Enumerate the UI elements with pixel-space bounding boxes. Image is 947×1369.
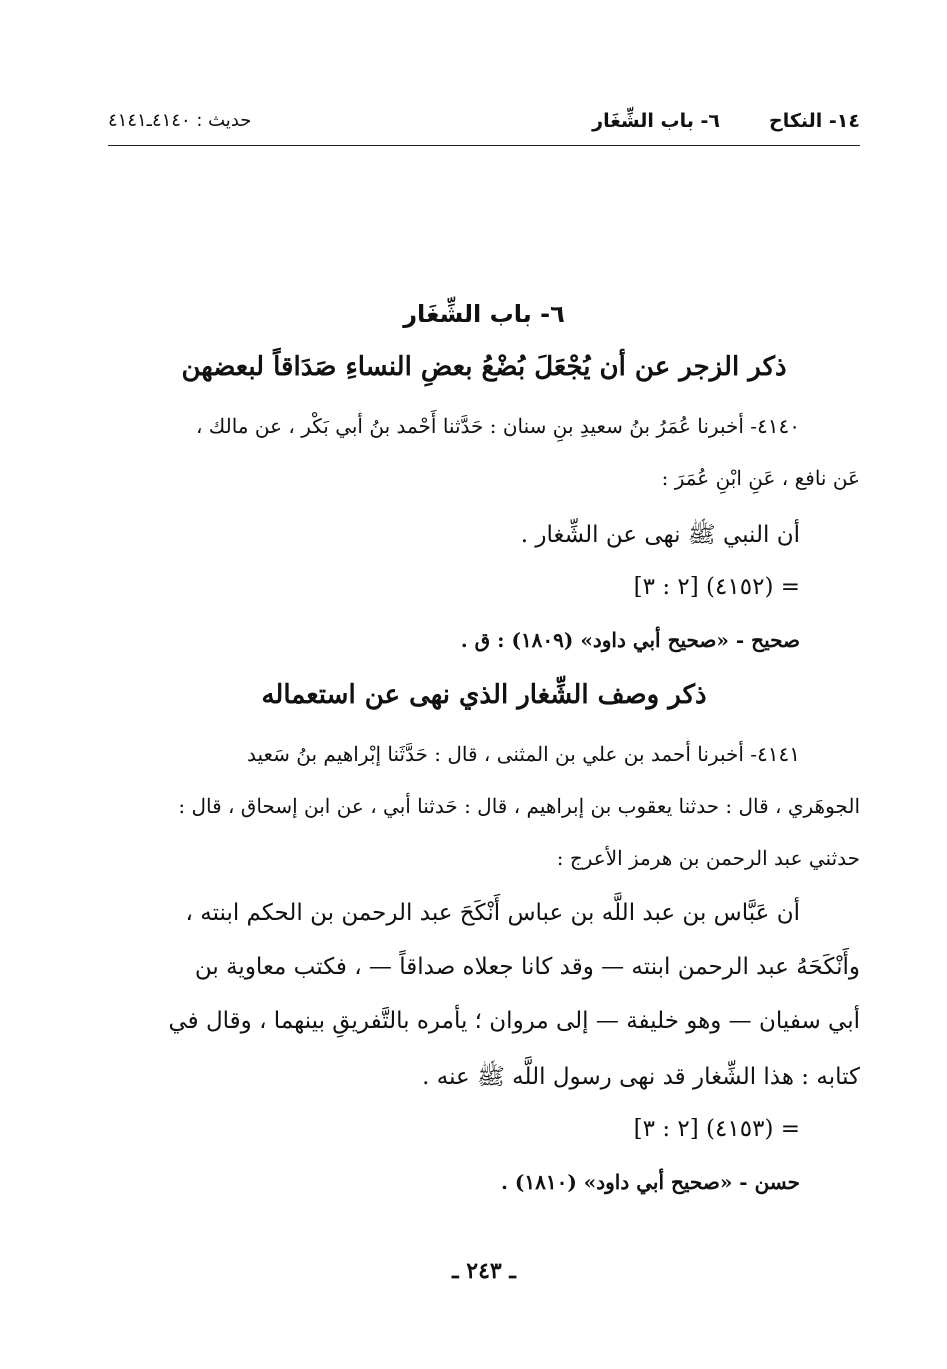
hadith-4141-matn-line3: أبي سفيان — وهو خليفة — إلى مروان ؛ يأمره بالتَّفريقِ بينهما ، وقال في (168, 1008, 860, 1034)
header-hadith-range: حديث : ٤١٤٠ـ٤١٤١ (108, 110, 252, 131)
running-header (108, 106, 860, 142)
hadith-4140-isnad-line1: ٤١٤٠- أخبرنا عُمَرُ بنُ سعيدِ بنِ سنان : حَدَّثنا أَحْمد بنُ أبي بَكْر ، عن مالك ، (195, 414, 800, 438)
hadith-4141-matn-line4: كتابه : هذا الشِّغار قد نهى رسول اللَّه ﷺ عنه . (422, 1064, 860, 1090)
grade-source: - «صحيح أبي داود» (١٨١٠) . (500, 1170, 755, 1194)
header-chapter-title: ٦- باب الشِّغَار (592, 110, 720, 132)
hadith-4141-matn-line1: أن عَبَّاس بن عبد اللَّه بن عباس أَنْكَحَ عبد الرحمن بن الحكم ابنته ، (185, 900, 800, 926)
header-divider (108, 145, 860, 146)
page-number: ـ ٢٤٣ ـ (452, 1258, 516, 1284)
hadith-4141-reference: = (٤١٥٣) [٢ : ٣] (633, 1116, 800, 1142)
grade-label: حسن (754, 1170, 800, 1194)
grade-source: - «صحيح أبي داود» (١٨٠٩) : ق . (460, 628, 752, 652)
grade-label: صحيح (751, 628, 800, 652)
hadith-4141-isnad-line2: الجوهَري ، قال : حدثنا يعقوب بن إبراهيم ، قال : حَدثنا أبي ، عن ابن إسحاق ، قال : (178, 794, 860, 818)
section1-heading: ذكر الزجر عن أن يُجْعَلَ بُضْعُ بعضِ النساءِ صَدَاقاً لبعضهن (181, 352, 787, 382)
hadith-4140-reference: = (٤١٥٢) [٢ : ٣] (633, 574, 800, 600)
header-book-title: ١٤- النكاح (769, 110, 860, 132)
hadith-4140-grade (108, 628, 860, 652)
hadith-4140-matn: أن النبي ﷺ نهى عن الشِّغار . (520, 522, 800, 548)
hadith-4140-isnad-line2: عَن نافع ، عَنِ ابْنِ عُمَرَ : (661, 466, 860, 490)
chapter-title: ٦- باب الشِّغَار (403, 300, 565, 328)
section2-heading: ذكر وصف الشِّغار الذي نهى عن استعماله (261, 680, 707, 710)
hadith-4141-isnad-line3: حدثني عبد الرحمن بن هرمز الأعرج : (556, 846, 860, 870)
hadith-4141-grade (108, 1170, 860, 1194)
hadith-4141-matn-line2: وأَنْكَحَهُ عبد الرحمن ابنته — وقد كانا جعلاه صداقاً — ، فكتب معاوية بن (194, 954, 860, 980)
hadith-4141-isnad-line1: ٤١٤١- أخبرنا أحمد بن علي بن المثنى ، قال : حَدَّثَنا إبْراهيم بنُ سَعيد (246, 742, 800, 766)
